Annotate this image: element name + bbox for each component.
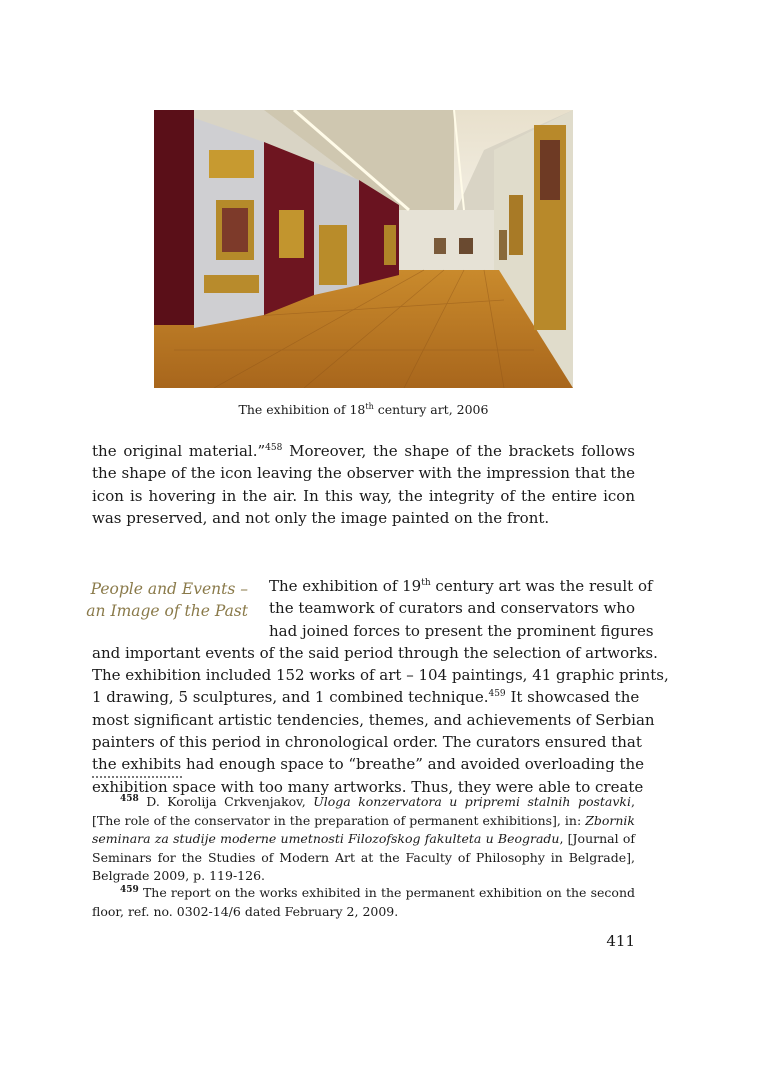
footnote-separator xyxy=(92,776,182,778)
footnote-458: $^{458}$ D. Korolija Crkvenjakov, Uloga konzervatora u pripremi stalnih postavki, [The role of the conservator in the preparation of permanent exhibitions], in: Zbornik seminara za studije moderne umetnosti Filozofskog fakulteta u Beogradu, [Journal of Seminars for the Studies of Modern Art at the Faculty of Philosophy in Belgrade], Belgrade 2009, p. 119-126. xyxy=(92,793,635,883)
section-heading: People and Events – an Image of the Past xyxy=(86,580,248,620)
exhibition-photo xyxy=(154,110,573,388)
body-paragraph-1: the original material.”$^{458}$ Moreover, the shape of the brackets follows the shape of the icon leaving the observer with the impression that the icon is hovering in the air. In this way, the integrity of the entire icon was preserved, and not only the image painted on the front. xyxy=(92,442,635,527)
body-paragraph-2: The exhibition of 19th century art was the result of the teamwork of curators and conservators who had joined forces to present the prominent figures and important events of the said period through the selection of artworks. The exhibition included 152 works of art – 104 paintings, 41 graphic prints, 1 drawing, 5 sculptures, and 1 combined technique.$^{459}$ It showcased the most significant artistic tendencies, themes, and achievements of Serbian painters of this period in chronological order. The curators ensured that the exhibits had enough space to “breathe” and avoided overloading the exhibition space with too many artworks. Thus, they were able to create xyxy=(92,577,669,796)
footnote-ref-459: 459 xyxy=(488,689,506,700)
footnote-459: $^{459}$ The report on the works exhibited in the permanent exhibition on the second floor, ref. no. 0302-14/6 dated February 2, 2009. xyxy=(92,884,635,919)
footnote-ref-458: 458 xyxy=(265,443,283,453)
page-number: 411 xyxy=(606,932,635,950)
figure-caption: The exhibition of 18th century art, 2006 xyxy=(238,401,489,417)
gallery-illustration xyxy=(154,110,573,388)
